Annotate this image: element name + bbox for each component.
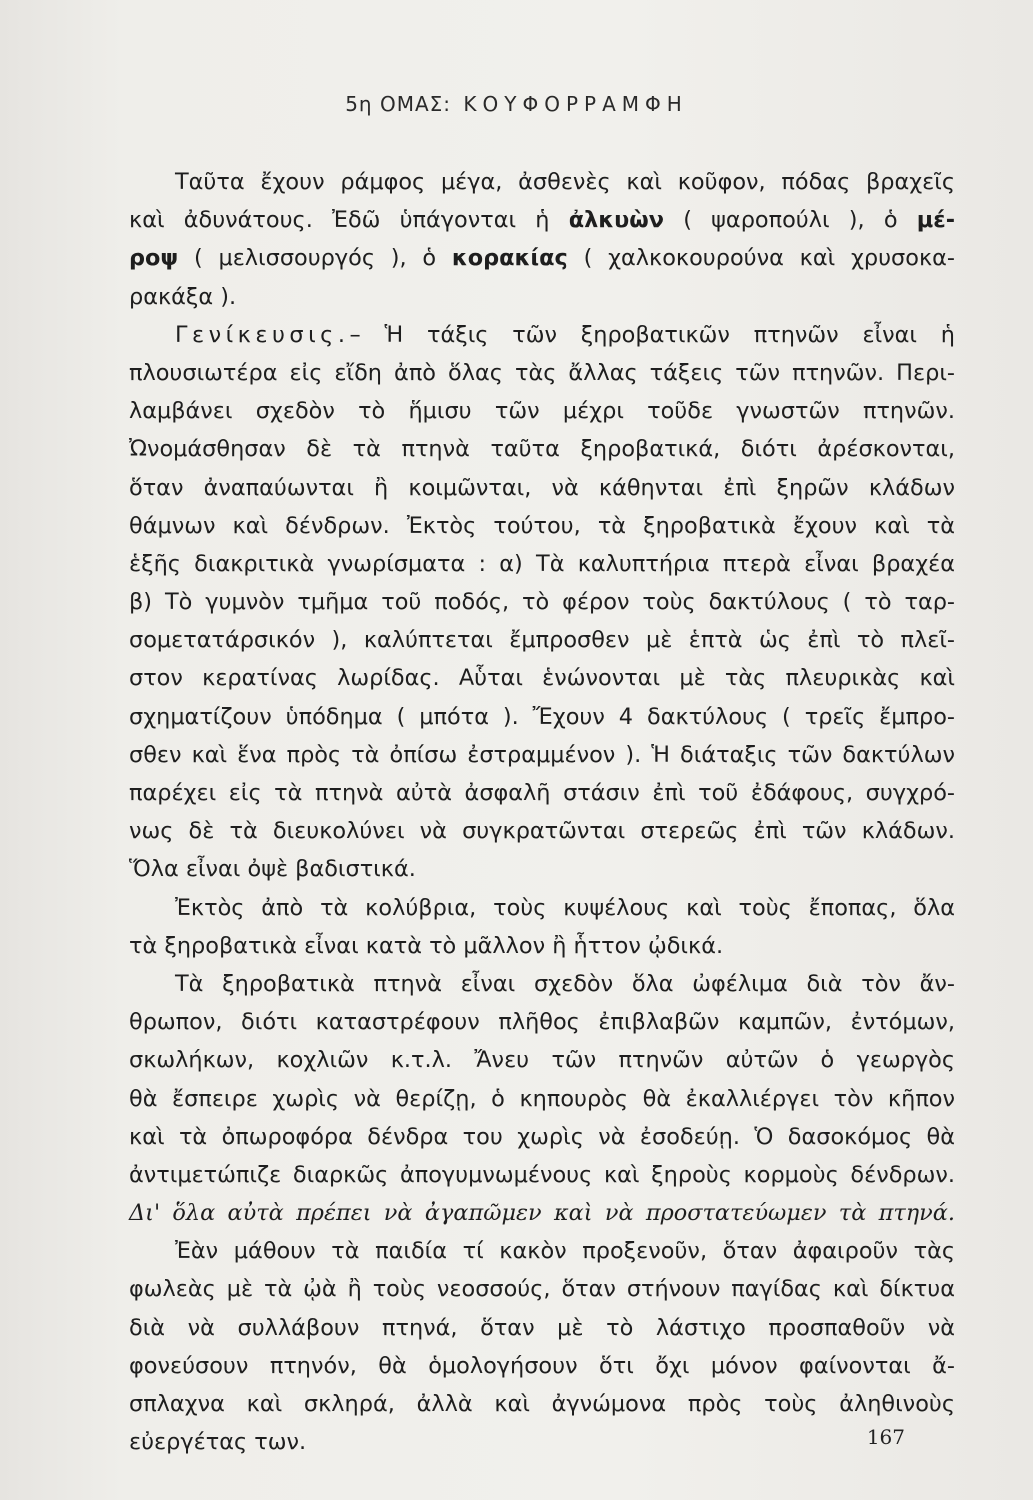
text-line: β) Τὸ γυμνὸν τμῆμα τοῦ ποδός, τὸ φέρον τοὺς δακτύλους ( τὸ ταρ- [129,589,955,616]
text-line: θρωπον, διότι καταστρέφουν πλῆθος ἐπιβλαβῶν καμπῶν, ἐντόμων, [129,1009,955,1036]
italic-line: Δι' ὅλα αὐτὰ πρέπει νὰ ἀγαπῶμεν καὶ νὰ προστατεύωμεν τὰ πτηνά. [129,1200,955,1227]
text-line: ἀντιμετώπιζε διαρκῶς ἀπογυμνωμένους καὶ ξηροὺς κορμοὺς δένδρων. [129,1161,955,1188]
text-line: ὅταν ἀναπαύωνται ἢ κοιμῶνται, νὰ κάθηνται ἐπὶ ξηρῶν κλάδων [129,474,955,501]
text-line: καὶ τὰ ὀπωροφόρα δένδρα του χωρὶς νὰ ἐσοδεύῃ. Ὁ δασοκόμος θὰ [129,1123,955,1150]
text-line: ροψ ( μελισσουργός ), ὁ κορακίας ( χαλκοκουρούνα καὶ χρυσοκα- [129,245,955,272]
page-header [0,92,1033,116]
text-line: διὰ νὰ συλλάβουν πτηνά, ὅταν μὲ τὸ λάστιχο προσπαθοῦν νὰ [129,1314,955,1341]
page-number: 167 [866,1425,905,1449]
text-line: Ταῦτα ἔχουν ράμφος μέγα, ἀσθενὲς καὶ κοῦφον, πόδας βραχεῖς [175,169,955,195]
bold-term: ἀλκυὼν [568,207,664,234]
spaced-heading: Γενίκευσις. [175,321,350,348]
text-line: Ὠνομάσθησαν δὲ τὰ πτηνὰ ταῦτα ξηροβατικά, διότι ἀρέσκονται, [129,436,955,463]
text-line: παρέχει εἰς τὰ πτηνὰ αὐτὰ ἀσφαλῆ στάσιν ἐπὶ τοῦ ἐδάφους, συγχρό- [129,780,955,806]
text-line: νως δὲ τὰ διευκολύνει νὰ συγκρατῶνται στερεῶς ἐπὶ τῶν κλάδων. [129,818,955,845]
text-line: Ἐκτὸς ἀπὸ τὰ κολύβρια, τοὺς κυψέλους καὶ τοὺς ἔποπας, ὅλα [175,894,955,921]
text-line: σθεν καὶ ἕνα πρὸς τὰ ὀπίσω ἐστραμμένον ). Ἡ διάταξις τῶν δακτύλων [129,741,955,768]
text-line: ἑξῆς διακριτικὰ γνωρίσματα : α) Τὰ καλυπτήρια πτερὰ εἶναι βραχέα [129,550,955,577]
text-line: Τὰ ξηροβατικὰ πτηνὰ εἶναι σχεδὸν ὅλα ὠφέλιμα διὰ τὸν ἄν- [175,970,955,997]
text-line: τὰ ξηροβατικὰ εἶναι κατὰ τὸ μᾶλλον ἢ ἧττον ᾠδικά. [129,932,724,959]
text-line: σχηματίζουν ὑπόδημα ( μπότα ). Ἔχουν 4 δακτύλους ( τρεῖς ἔμπρο- [129,703,955,730]
text-line: εὐεργέτας των. [129,1429,307,1456]
section-title: ΚΟΥΦΟΡΡΑΜΦΗ [463,92,688,116]
text-line: θὰ ἔσπειρε χωρὶς νὰ θερίζῃ, ὁ κηπουρὸς θὰ ἐκαλλιέργει τὸν κῆπον [129,1085,955,1112]
text-line: λαμβάνει σχεδὸν τὸ ἥμισυ τῶν μέχρι τοῦδε γνωστῶν πτηνῶν. [129,398,955,425]
chapter-label: 5η ΟΜΑΣ [345,92,444,116]
text-line: ρακάξα ). [129,283,237,310]
text-line: Ἐὰν μάθουν τὰ παιδία τί κακὸν προξενοῦν, ὅταν ἀφαιροῦν τὰς [175,1238,955,1265]
page-body [129,163,955,1461]
text-line: Ὅλα εἶναι ὀψὲ βαδιστικά. [129,856,416,883]
header-separator: : [443,92,451,116]
text-line: σκωλήκων, κοχλιῶν κ.τ.λ. Ἄνευ τῶν πτηνῶν αὐτῶν ὁ γεωργὸς [129,1047,955,1074]
bold-term: μέ- [916,207,955,234]
bold-term: κορακίας [451,245,568,272]
text-line: πλουσιωτέρα εἰς εἴδη ἀπὸ ὅλας τὰς ἄλλας τάξεις τῶν πτηνῶν. Περι- [129,359,955,386]
bold-term: ροψ [129,245,179,272]
text-line: καὶ ἀδυνάτους. Ἐδῶ ὑπάγονται ἡ ἀλκυὼν ( ψαροπούλι ), ὁ μέ- [129,207,955,234]
text-line: Γενίκευσις.– Ἡ τάξις τῶν ξηροβατικῶν πτηνῶν εἶναι ἡ [175,321,955,348]
text-line: φωλεὰς μὲ τὰ ᾠὰ ἢ τοὺς νεοσσούς, ὅταν στήνουν παγίδας καὶ δίκτυα [129,1276,955,1303]
text-line: σπλαχνα καὶ σκληρά, ἀλλὰ καὶ ἀγνώμονα πρὸς τοὺς ἀληθινοὺς [129,1391,955,1417]
text-line: φονεύσουν πτηνόν, θὰ ὁμολογήσουν ὅτι ὄχι μόνον φαίνονται ἄ- [129,1352,955,1379]
text-line: στον κερατίνας λωρίδας. Αὗται ἑνώνονται μὲ τὰς πλευρικὰς καὶ [129,665,955,692]
text-line: σομετατάρσικόν ), καλύπτεται ἔμπροσθεν μὲ ἑπτὰ ὡς ἐπὶ τὸ πλεῖ- [129,627,955,654]
text-line: θάμνων καὶ δένδρων. Ἐκτὸς τούτου, τὰ ξηροβατικὰ ἔχουν καὶ τὰ [129,512,955,539]
